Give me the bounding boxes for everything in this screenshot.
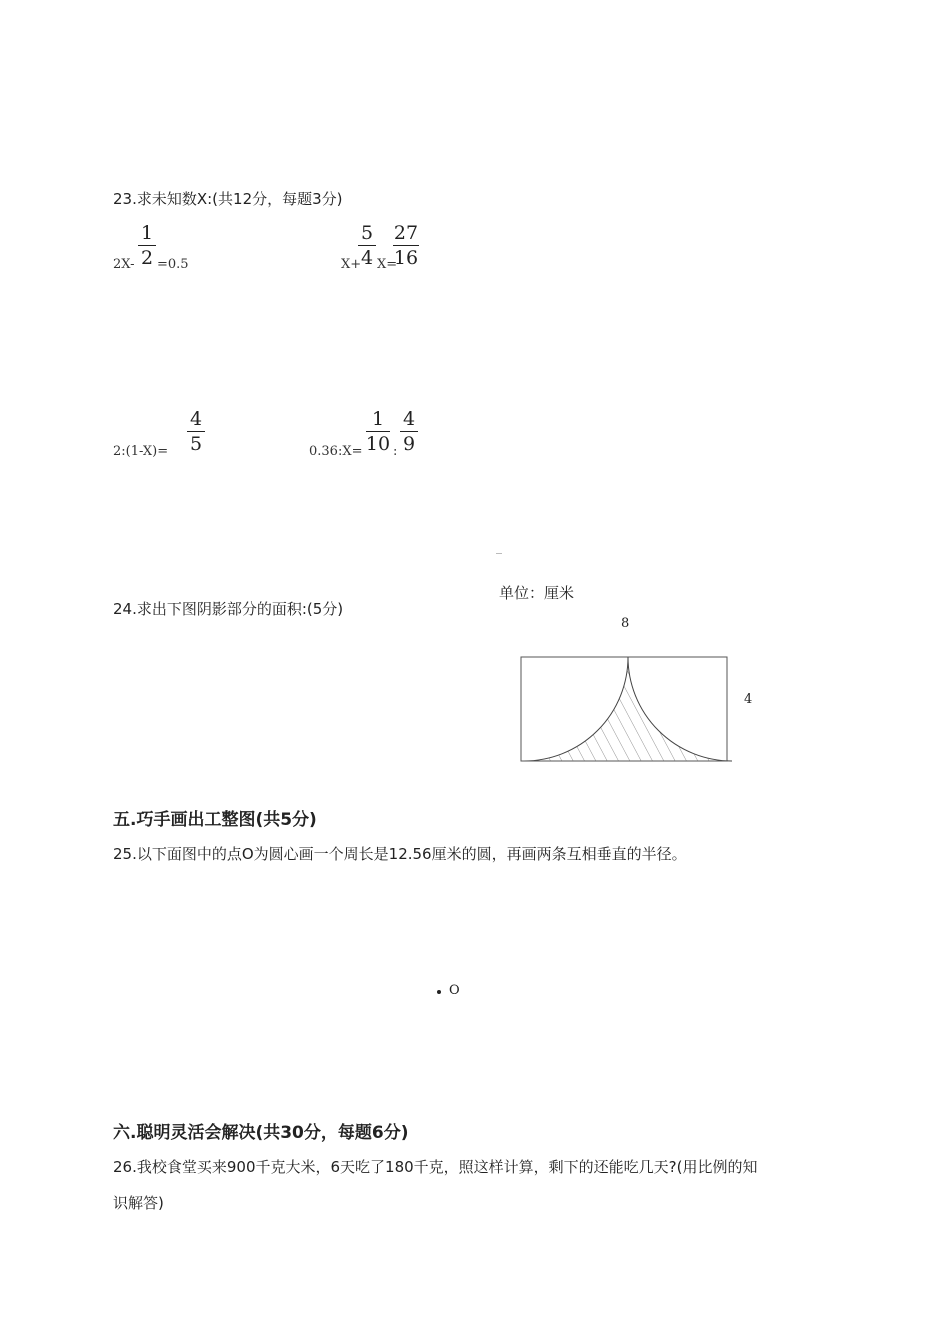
eq4-frac2-den: 9 [402, 433, 416, 455]
eq2-frac1-den: 4 [360, 247, 374, 269]
eq4-frac1-den: 10 [365, 433, 391, 455]
eq2-mid: X= [377, 257, 398, 272]
unit-label: 单位：厘米 [499, 584, 575, 602]
eq3-frac-num: 4 [189, 408, 203, 430]
eq4-frac2-num: 4 [402, 408, 416, 430]
eq2-prefix: X+ [341, 257, 362, 272]
eq4-lhs: 0.36:X= [309, 444, 363, 459]
eq1-fraction [138, 222, 156, 269]
eq1-frac-den: 2 [140, 247, 154, 269]
eq2-frac2-den: 16 [393, 247, 419, 269]
shaded-area-figure [515, 652, 735, 767]
q23-title: 23.求未知数X:(共12分，每题3分) [113, 190, 343, 208]
eq3-lhs: 2:(1-X)= [113, 444, 169, 459]
eq4-frac1-num: 1 [371, 408, 385, 430]
eq4-fraction-1 [366, 408, 390, 455]
eq1-lhs: 2X- [113, 257, 135, 272]
eq3-frac-den: 5 [189, 433, 203, 455]
q24-title: 24.求出下图阴影部分的面积:(5分) [113, 600, 344, 618]
width-label: 8 [621, 616, 630, 631]
eq2-frac1-num: 5 [360, 222, 374, 244]
eq2-frac2-num: 27 [393, 222, 419, 244]
center-point-label: O [449, 983, 460, 998]
center-point [437, 990, 441, 994]
section6-heading: 六.聪明灵活会解决(共30分，每题6分) [113, 1123, 409, 1143]
stray-mark [496, 553, 502, 554]
eq3-fraction [187, 408, 205, 455]
eq1-rhs: =0.5 [157, 257, 189, 272]
section5-heading: 五.巧手画出工整图(共5分) [113, 810, 317, 830]
eq1-frac-num: 1 [140, 222, 154, 244]
height-label: 4 [744, 692, 753, 707]
eq2-fraction-1 [358, 222, 376, 269]
q26-text-line2: 识解答) [113, 1194, 164, 1212]
eq2-fraction-2 [393, 222, 419, 269]
shaded-region [524, 657, 732, 761]
q25-text: 25.以下面图中的点O为圆心画一个周长是12.56厘米的圆，再画两条互相垂直的半径。 [113, 845, 687, 863]
eq4-colon: : [393, 444, 398, 459]
q26-text-line1: 26.我校食堂买来900千克大米，6天吃了180千克，照这样计算，剩下的还能吃几天?(用比例的知 [113, 1158, 758, 1176]
eq4-fraction-2 [400, 408, 418, 455]
